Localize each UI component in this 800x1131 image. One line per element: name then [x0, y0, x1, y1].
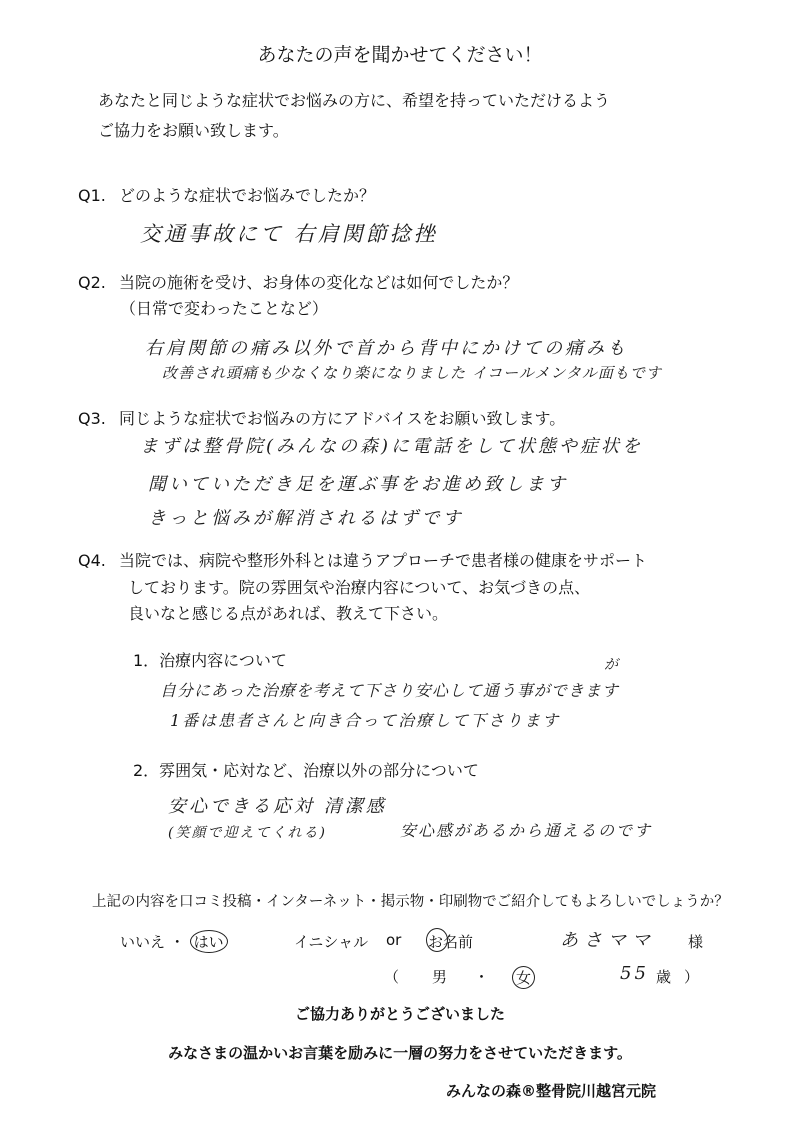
consent-choice [120, 930, 228, 953]
consent-dot: ・ [169, 933, 185, 951]
q3-answer-line-3: きっと悩みが解消されるはずです [148, 508, 464, 529]
name-value: あさママ [560, 930, 656, 951]
q4-item2-label: 2．雰囲気・応対など、治療以外の部分について [133, 761, 479, 780]
clinic-name: みんなの森®整骨院川越宮元院 [446, 1082, 657, 1100]
consent-yes-circled[interactable]: はい [190, 930, 228, 953]
gender-paren-open: （ [384, 968, 400, 986]
q4-item1-label: 1．治療内容について [133, 651, 287, 670]
fullname-label: お名前 [428, 933, 474, 951]
q4-item2-answer-line-3: 安心感があるから通えるのです [400, 821, 653, 840]
q3-answer-line-1: まずは整骨院(みんなの森)に電話をして状態や症状を [140, 436, 644, 457]
q4-item2-answer-line-1: 安心できる応対 清潔感 [168, 796, 387, 817]
q3-question [78, 406, 565, 429]
gender-female-wrap [512, 966, 535, 989]
q4-text-line-1: 当院では、病院や整形外科とは違うアプローチで患者様の健康をサポート [118, 551, 647, 570]
gender-male[interactable]: 男 [432, 968, 448, 986]
q4-text-line-2: しております。院の雰囲気や治療内容について、お気づきの点、 [128, 578, 591, 597]
gender-female-circled[interactable]: 女 [512, 966, 535, 989]
thanks-text: ご協力ありがとうございました [294, 1005, 505, 1023]
intro-line-1: あなたと同じような症状でお悩みの方に、希望を持っていただけるよう [98, 91, 611, 110]
q2-answer-line-2: 改善され頭痛も少なくなり楽になりました イコールメンタル面もです [162, 364, 662, 382]
initial-label: イニシャル [294, 933, 369, 951]
or-label: or [386, 931, 402, 949]
q1-label: Q1. [78, 186, 106, 205]
survey-title: あなたの声を聞かせてください！ [257, 44, 543, 66]
consent-question: 上記の内容を口コミ投稿・インターネット・掲示物・印刷物でご紹介してもよろしいでしょうか？ [92, 894, 729, 910]
q1-answer: 交通事故にて 右肩関節捻挫 [140, 222, 438, 246]
q2-text-sub: （日常で変わったことなど） [120, 299, 328, 318]
q3-answer-line-2: 聞いていただき足を運ぶ事をお進め致します [148, 474, 568, 495]
q4-item2-answer-line-2: (笑顔で迎えてくれる) [168, 825, 327, 841]
q1-text: どのような症状でお悩みでしたか？ [118, 186, 375, 205]
age-value: 55 [620, 963, 649, 984]
q2-question [78, 270, 518, 293]
q4-item1-insert: が [604, 657, 621, 673]
q4-text-line-3: 良いなと感じる点があれば、教えて下さい。 [128, 604, 449, 623]
q4-label: Q4. [78, 551, 106, 570]
q1-question [78, 183, 375, 206]
intro-line-2: ご協力をお願い致します。 [98, 121, 289, 140]
q2-text: 当院の施術を受け、お身体の変化などは如何でしたか？ [118, 273, 519, 292]
fullname-circle-mark [426, 928, 448, 952]
q2-answer-line-1: 右肩関節の痛み以外で首から背中にかけての痛みも [145, 338, 628, 359]
q4-item1-answer-line-2: 1番は患者さんと向き合って治療して下さります [170, 711, 561, 730]
q4-question [78, 548, 647, 571]
q4-item1-answer-line-1: 自分にあった治療を考えて下さり安心して通う事ができます [160, 681, 619, 700]
gender-dot: ・ [474, 968, 490, 986]
q3-text: 同じような症状でお悩みの方にアドバイスをお願い致します。 [118, 409, 566, 428]
age-unit: 歳 [656, 968, 672, 986]
q2-label: Q2. [78, 273, 106, 292]
gender-paren-close: ） [684, 968, 700, 986]
consent-no[interactable]: いいえ [120, 933, 166, 951]
honorific: 様 [688, 933, 704, 951]
q3-label: Q3. [78, 409, 106, 428]
message-text: みなさまの温かいお言葉を励みに一層の努力をさせていただきます。 [168, 1044, 632, 1062]
